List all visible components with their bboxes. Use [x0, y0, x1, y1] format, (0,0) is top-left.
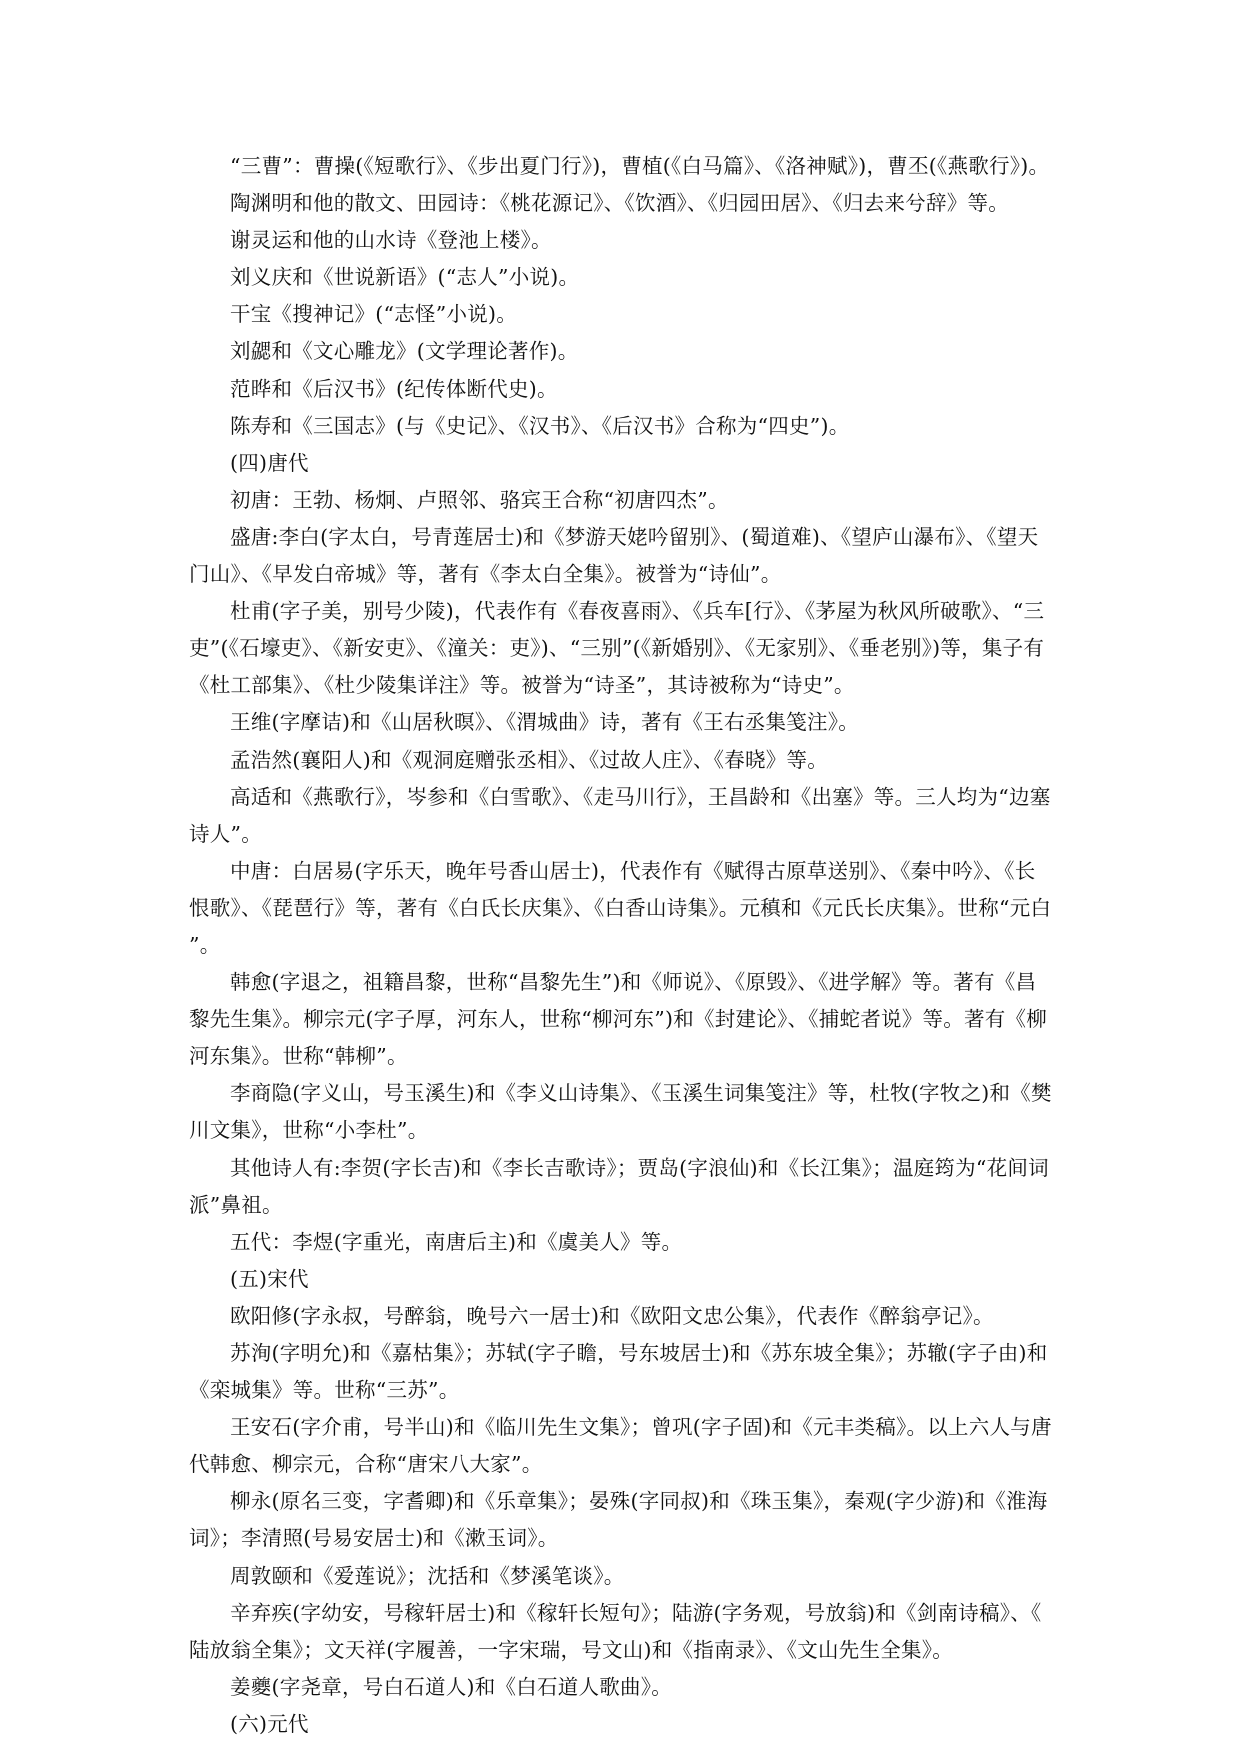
paragraph-bai-juyi: 中唐：白居易(字乐天，晚年号香山居士)，代表作有《赋得古原草送别》、《秦中吟》、《长恨歌》、《琵琶行》等，著有《白氏长庆集》、《白香山诗集》。元稹和《元氏长庆集》。世称“元白”。: [189, 858, 1052, 957]
paragraph-early-tang: 初唐：王勃、杨炯、卢照邻、骆宾王合称“初唐四杰”。: [230, 487, 729, 512]
paragraph-liu-yong: 柳永(原名三变，字耆卿)和《乐章集》；晏殊(字同叔)和《珠玉集》，秦观(字少游)和《淮海词》；李清照(号易安居士)和《漱玉词》。: [189, 1489, 1048, 1551]
paragraph-wang-anshi: 王安石(字介甫，号半山)和《临川先生文集》；曾巩(字子固)和《元丰类稿》。以上六人与唐代韩愈、柳宗元，合称“唐宋八大家”。: [189, 1415, 1052, 1477]
paragraph-chen-shou: 陈寿和《三国志》(与《史记》、《汉书》、《后汉书》合称为“四史”)。: [230, 413, 850, 438]
paragraph-li-bai: 盛唐:李白(字太白，号青莲居士)和《梦游天姥吟留别》、(蜀道难)、《望庐山瀑布》、《望天门山》、《早发白帝城》等，著有《李太白全集》。被誉为“诗仙”。: [189, 524, 1039, 587]
paragraph-wang-wei: 王维(字摩诘)和《山居秋暝》、《渭城曲》诗，著有《王右丞集笺注》。: [230, 710, 859, 735]
paragraph-xin-qiji: 辛弃疾(字幼安，号稼轩居士)和《稼轩长短句》；陆游(字务观，号放翁)和《剑南诗稿》、《陆放翁全集》；文天祥(字履善，一字宋瑞，号文山)和《指南录》、《文山先生全集》。: [189, 1600, 1042, 1662]
paragraph-gan-bao: 干宝《搜神记》(“志怪”小说)。: [230, 302, 517, 327]
paragraph-du-fu: 杜甫(字子美，别号少陵)，代表作有《春夜喜雨》、《兵车[行》、《茅屋为秋风所破歌》、“三吏”(《石壕吏》、《新安吏》、《潼关：吏》)、“三别”(《新婚别》、《无家别》、《垂老别》)等，集子有《杜工部集》、《杜少陵集详注》等。被誉为“诗圣”，其诗被称为“诗史”。: [189, 599, 1045, 698]
paragraph-liu-xie: 刘勰和《文心雕龙》(文学理论著作)。: [230, 339, 579, 364]
paragraph-xie-lingyun: 谢灵运和他的山水诗《登池上楼》。: [230, 228, 552, 253]
section-heading-song: (五)宋代: [230, 1266, 309, 1291]
paragraph-frontier-poets: 高适和《燕歌行》，岑参和《白雪歌》、《走马川行》，王昌龄和《出塞》等。三人均为“边塞诗人”。: [189, 784, 1051, 846]
paragraph-other-poets: 其他诗人有:李贺(字长吉)和《李长吉歌诗》；贾岛(字浪仙)和《长江集》；温庭筠为“花间词派”鼻祖。: [189, 1155, 1049, 1217]
section-heading-yuan: (六)元代: [230, 1711, 309, 1736]
paragraph-li-shangyin: 李商隐(字义山，号玉溪生)和《李义山诗集》、《玉溪生词集笺注》等，杜牧(字牧之)和《樊川文集》，世称“小李杜”。: [189, 1081, 1052, 1143]
paragraph-zhou-dunyi: 周敦颐和《爱莲说》；沈括和《梦溪笔谈》。: [230, 1563, 625, 1588]
document-body: [189, 148, 1056, 1743]
paragraph-tao-yuanming: 陶渊明和他的散文、田园诗：《桃花源记》、《饮酒》、《归园田居》、《归去来兮辞》等。: [230, 191, 1009, 216]
paragraph-liu-yiqing: 刘义庆和《世说新语》(“志人”小说)。: [230, 265, 580, 290]
paragraph-ouyang-xiu: 欧阳修(字永叔，号醉翁，晚号六一居士)和《欧阳文忠公集》，代表作《醉翁亭记》。: [230, 1303, 994, 1328]
paragraph-meng-haoran: 孟浩然(襄阳人)和《观洞庭赠张丞相》、《过故人庄》、《春晓》等。: [230, 747, 828, 772]
paragraph-three-sus: 苏洵(字明允)和《嘉枯集》；苏轼(字子瞻，号东坡居士)和《苏东坡全集》；苏辙(字子由)和《栾城集》等。世称“三苏”。: [189, 1341, 1048, 1403]
paragraph-jiang-kui: 姜夔(字尧章，号白石道人)和《白石道人歌曲》。: [230, 1674, 672, 1699]
paragraph-fan-ye: 范晔和《后汉书》(纪传体断代史)。: [230, 376, 558, 401]
paragraph-five-dynasties: 五代：李煜(字重光，南唐后主)和《虞美人》等。: [230, 1229, 683, 1254]
paragraph-three-caos: “三曹”：曹操(《短歌行》、《步出夏门行》)，曹植(《白马篇》、《洛神赋》)，曹丕(《燕歌行》)。: [230, 154, 1050, 178]
section-heading-tang: (四)唐代: [230, 450, 309, 475]
paragraph-han-liu: 韩愈(字退之，祖籍昌黎，世称“昌黎先生”)和《师说》、《原毁》、《进学解》等。著有《昌黎先生集》。柳宗元(字子厚，河东人，世称“柳河东”)和《封建论》、《捕蛇者说》等。著有《柳河东集》。世称“韩柳”。: [189, 970, 1047, 1069]
